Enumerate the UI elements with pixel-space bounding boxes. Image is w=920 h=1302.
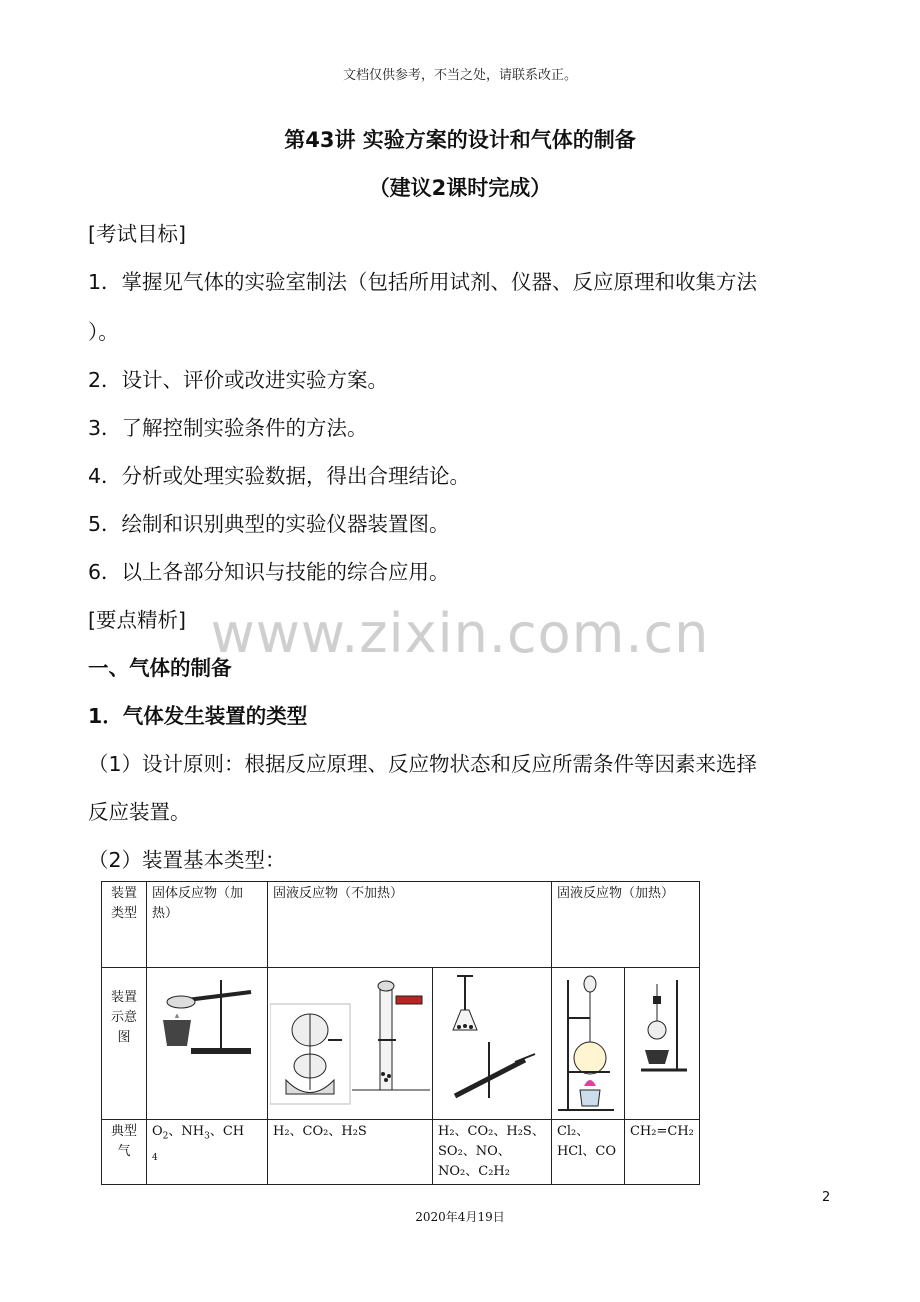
- round-flask-heated-diagram: [554, 970, 620, 1116]
- diagram-kipp-generator: [268, 968, 433, 1120]
- gas-ethylene: CH₂=CH₂: [624, 1120, 699, 1185]
- device-type-table: [101, 881, 700, 1185]
- test-tube-heating-diagram: [151, 972, 259, 1062]
- gas-flask-heated: Cl₂、HCl、CO: [551, 1120, 624, 1185]
- ethylene-apparatus-diagram: [627, 970, 697, 1080]
- section-goals-heading: [考试目标]: [88, 222, 186, 246]
- goal-item-2: 2．设计、评价或改进实验方案。: [88, 368, 389, 392]
- header-solid-liquid-unheated: 固液反应物（不加热）: [268, 882, 552, 968]
- diagram-flask-heated: [551, 968, 624, 1120]
- header-solid-liquid-heated: 固液反应物（加热）: [551, 882, 699, 968]
- diagram-solid-heated: [147, 968, 268, 1120]
- design-principle-text-cont: 反应装置。: [88, 800, 191, 824]
- goal-item-1-cont: ）。: [88, 320, 119, 344]
- heading-gas-preparation: 一、气体的制备: [88, 656, 232, 680]
- watermark: www.zixin.com.cn: [210, 602, 710, 665]
- conical-flask-diagram: [435, 970, 539, 1110]
- goal-item-5: 5．绘制和识别典型的实验仪器装置图。: [88, 512, 450, 536]
- design-principle-text: （1）设计原则：根据反应原理、反应物状态和反应所需条件等因素来选择: [88, 752, 758, 776]
- page-subtitle: （建议2课时完成）: [368, 176, 552, 200]
- goal-item-6: 6．以上各部分知识与技能的综合应用。: [88, 560, 450, 584]
- footer-date: 2020年4月19日: [415, 1210, 505, 1224]
- section-analysis-heading: [要点精析]: [88, 608, 186, 632]
- gas-kipp: H₂、CO₂、H₂S: [268, 1120, 433, 1185]
- page-title: 第43讲 实验方案的设计和气体的制备: [284, 128, 636, 152]
- goal-item-1: 1．掌握见气体的实验室制法（包括所用试剂、仪器、反应原理和收集方法: [88, 270, 758, 294]
- row-label-diagram: 装置示意图: [102, 968, 147, 1120]
- row-label-device-type: 装置类型: [102, 882, 147, 968]
- diagram-flask-funnel: [433, 968, 552, 1120]
- diagram-flask-thermometer: [624, 968, 699, 1120]
- header-solid-heated: 固体反应物（加热）: [147, 882, 268, 968]
- row-label-typical-gas: 典型气: [102, 1120, 147, 1185]
- gas-solid-heated: $O_2$、$NH_3$、CH 4: [147, 1120, 268, 1185]
- goal-item-3: 3．了解控制实验条件的方法。: [88, 416, 368, 440]
- gas-flask-funnel: H₂、CO₂、H₂S、SO₂、NO、NO₂、C₂H₂: [433, 1120, 552, 1185]
- header-note: 文档仅供参考，不当之处，请联系改正。: [342, 68, 577, 83]
- goal-item-4: 4．分析或处理实验数据，得出合理结论。: [88, 464, 471, 488]
- kipp-generator-diagram: [270, 970, 430, 1110]
- basic-types-text: （2）装置基本类型：: [88, 848, 286, 872]
- page-number: 2: [822, 1190, 831, 1205]
- heading-device-types: 1．气体发生装置的类型: [88, 704, 308, 728]
